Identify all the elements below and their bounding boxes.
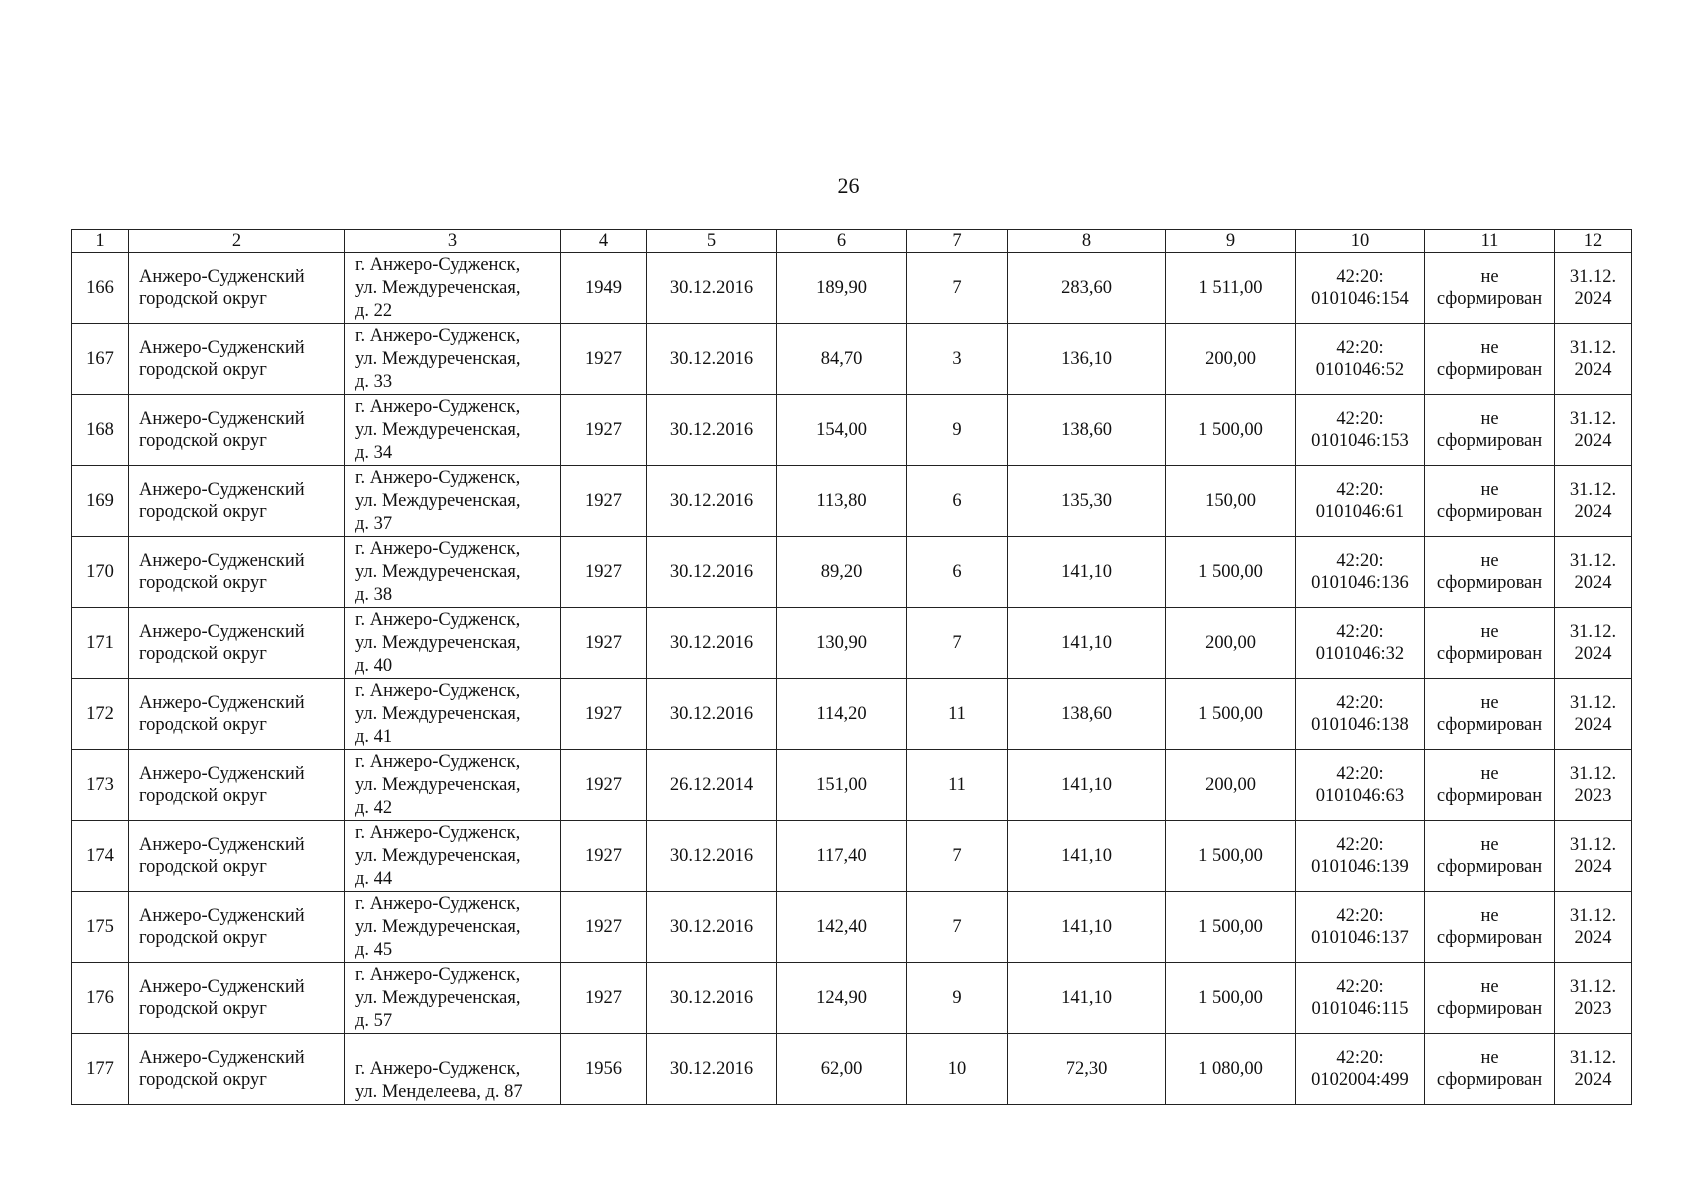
deadline-part: 2024 [1574,431,1612,451]
column-number-header: 1 [72,230,129,253]
deadline-cell [1555,466,1632,537]
column-number-header: 12 [1555,230,1632,253]
cadastral-part: 0101046:154 [1311,289,1409,309]
address-line: г. Анжеро-Судженск, [355,397,521,417]
status-part: не [1480,906,1499,926]
row-number-cell: 168 [72,395,129,466]
municipality-cell: Анжеро-Судженский городской округ [129,821,345,892]
column-7-cell: 11 [907,679,1008,750]
status-part: не [1480,480,1499,500]
deadline-cell [1555,324,1632,395]
address-line: д. 33 [355,372,393,392]
status-cell [1425,679,1555,750]
date-cell: 30.12.2016 [647,537,777,608]
row-number-cell: 171 [72,608,129,679]
municipality-cell: Анжеро-Судженский городской округ [129,253,345,324]
column-6-cell: 142,40 [777,892,907,963]
column-8-cell: 141,10 [1008,608,1166,679]
cadastral-number-cell [1296,821,1425,892]
cadastral-number-cell [1296,395,1425,466]
status-part: сформирован [1436,431,1543,451]
column-9-cell: 200,00 [1166,324,1296,395]
column-7-cell: 3 [907,324,1008,395]
column-8-cell: 141,10 [1008,892,1166,963]
deadline-part: 2023 [1574,786,1612,806]
municipality-cell: Анжеро-Судженский городской округ [129,750,345,821]
cadastral-number-cell [1296,1034,1425,1105]
table-row [72,679,1632,750]
table-row [72,1034,1632,1105]
deadline-part: 31.12. [1569,906,1617,926]
status-part: не [1480,1048,1499,1068]
address-line: д. 38 [355,585,393,605]
address-line: г. Анжеро-Судженск, [355,539,521,559]
row-number-cell: 167 [72,324,129,395]
status-cell [1425,395,1555,466]
column-number-header: 9 [1166,230,1296,253]
address-line: г. Анжеро-Судженск, [355,752,521,772]
address-line: г. Анжеро-Судженск, [355,1059,521,1079]
column-9-cell: 1 500,00 [1166,892,1296,963]
status-part: не [1480,977,1499,997]
cadastral-number-cell [1296,253,1425,324]
status-part: не [1480,551,1499,571]
address-cell [345,395,561,466]
status-part: сформирован [1436,999,1543,1019]
row-number-cell: 176 [72,963,129,1034]
status-part: сформирован [1436,502,1543,522]
address-line: ул. Междуреченская, [355,917,521,937]
address-line: д. 45 [355,940,393,960]
date-cell: 30.12.2016 [647,1034,777,1105]
column-number-row [72,230,1632,253]
column-9-cell: 1 500,00 [1166,821,1296,892]
address-line: ул. Междуреченская, [355,562,521,582]
address-line: г. Анжеро-Судженск, [355,326,521,346]
deadline-cell [1555,679,1632,750]
status-cell [1425,466,1555,537]
deadline-cell [1555,963,1632,1034]
cadastral-part: 42:20: [1336,551,1384,571]
row-number-cell: 173 [72,750,129,821]
column-number-header: 7 [907,230,1008,253]
year-cell: 1927 [561,466,647,537]
column-7-cell: 9 [907,963,1008,1034]
column-number-header: 3 [345,230,561,253]
deadline-part: 2024 [1574,289,1612,309]
municipality-cell: Анжеро-Судженский городской округ [129,679,345,750]
column-6-cell: 113,80 [777,466,907,537]
municipality-cell: Анжеро-Судженский городской округ [129,324,345,395]
year-cell: 1927 [561,821,647,892]
address-line: д. 22 [355,301,393,321]
address-line: ул. Междуреченская, [355,633,521,653]
deadline-cell [1555,253,1632,324]
cadastral-part: 42:20: [1336,622,1384,642]
address-line: ул. Междуреченская, [355,491,521,511]
address-cell [345,679,561,750]
cadastral-part: 0101046:153 [1311,431,1409,451]
address-line: д. 42 [355,798,393,818]
year-cell: 1927 [561,395,647,466]
status-part: не [1480,409,1499,429]
column-9-cell: 1 511,00 [1166,253,1296,324]
status-cell [1425,253,1555,324]
address-cell [345,466,561,537]
cadastral-part: 0102004:499 [1311,1070,1409,1090]
status-cell [1425,892,1555,963]
column-6-cell: 117,40 [777,821,907,892]
date-cell: 30.12.2016 [647,679,777,750]
status-part: сформирован [1436,715,1543,735]
column-6-cell: 114,20 [777,679,907,750]
status-part: не [1480,835,1499,855]
address-line: ул. Междуреченская, [355,420,521,440]
date-cell: 30.12.2016 [647,395,777,466]
address-cell [345,963,561,1034]
status-part: сформирован [1436,644,1543,664]
table-row [72,537,1632,608]
cadastral-part: 42:20: [1336,835,1384,855]
address-line: д. 34 [355,443,393,463]
year-cell: 1927 [561,679,647,750]
year-cell: 1927 [561,537,647,608]
cadastral-part: 42:20: [1336,1048,1384,1068]
address-line: г. Анжеро-Судженск, [355,823,521,843]
column-7-cell: 10 [907,1034,1008,1105]
column-9-cell: 1 500,00 [1166,395,1296,466]
table-row [72,324,1632,395]
column-6-cell: 62,00 [777,1034,907,1105]
column-7-cell: 6 [907,537,1008,608]
column-8-cell: 141,10 [1008,537,1166,608]
column-8-cell: 136,10 [1008,324,1166,395]
date-cell: 26.12.2014 [647,750,777,821]
status-part: не [1480,693,1499,713]
year-cell: 1927 [561,963,647,1034]
column-9-cell: 1 500,00 [1166,963,1296,1034]
address-line: д. 57 [355,1011,393,1031]
deadline-part: 31.12. [1569,551,1617,571]
cadastral-part: 42:20: [1336,906,1384,926]
column-8-cell: 141,10 [1008,963,1166,1034]
column-7-cell: 6 [907,466,1008,537]
status-cell [1425,1034,1555,1105]
column-9-cell: 1 500,00 [1166,679,1296,750]
date-cell: 30.12.2016 [647,892,777,963]
row-number-cell: 172 [72,679,129,750]
cadastral-part: 0101046:61 [1315,502,1405,522]
column-8-cell: 135,30 [1008,466,1166,537]
table-row [72,821,1632,892]
year-cell: 1927 [561,750,647,821]
column-6-cell: 130,90 [777,608,907,679]
status-part: не [1480,267,1499,287]
cadastral-number-cell [1296,679,1425,750]
cadastral-part: 0101046:137 [1311,928,1409,948]
cadastral-number-cell [1296,324,1425,395]
cadastral-part: 0101046:52 [1315,360,1405,380]
deadline-part: 31.12. [1569,835,1617,855]
cadastral-part: 0101046:136 [1311,573,1409,593]
column-number-header: 10 [1296,230,1425,253]
housing-registry-table [71,229,1632,1105]
deadline-part: 2024 [1574,644,1612,664]
column-9-cell: 150,00 [1166,466,1296,537]
cadastral-part: 0101046:139 [1311,857,1409,877]
table-row [72,608,1632,679]
cadastral-number-cell [1296,892,1425,963]
column-number-header: 8 [1008,230,1166,253]
status-part: сформирован [1436,360,1543,380]
status-cell [1425,537,1555,608]
address-cell [345,608,561,679]
column-6-cell: 124,90 [777,963,907,1034]
municipality-cell: Анжеро-Судженский городской округ [129,608,345,679]
deadline-part: 2024 [1574,857,1612,877]
deadline-part: 2024 [1574,1070,1612,1090]
address-line: д. 41 [355,727,393,747]
cadastral-number-cell [1296,537,1425,608]
status-cell [1425,963,1555,1034]
cadastral-number-cell [1296,963,1425,1034]
column-number-header: 11 [1425,230,1555,253]
deadline-part: 31.12. [1569,267,1617,287]
column-6-cell: 154,00 [777,395,907,466]
column-8-cell: 141,10 [1008,750,1166,821]
status-part: сформирован [1436,573,1543,593]
municipality-cell: Анжеро-Судженский городской округ [129,963,345,1034]
deadline-part: 31.12. [1569,338,1617,358]
column-7-cell: 7 [907,253,1008,324]
address-cell [345,537,561,608]
deadline-cell [1555,537,1632,608]
municipality-cell: Анжеро-Судженский городской округ [129,892,345,963]
column-9-cell: 200,00 [1166,750,1296,821]
date-cell: 30.12.2016 [647,466,777,537]
cadastral-part: 42:20: [1336,977,1384,997]
table-row [72,963,1632,1034]
address-line: ул. Междуреченская, [355,775,521,795]
status-cell [1425,750,1555,821]
address-cell [345,253,561,324]
deadline-cell [1555,750,1632,821]
deadline-cell [1555,821,1632,892]
year-cell: 1927 [561,324,647,395]
date-cell: 30.12.2016 [647,821,777,892]
column-8-cell: 283,60 [1008,253,1166,324]
cadastral-part: 42:20: [1336,480,1384,500]
deadline-cell [1555,892,1632,963]
row-number-cell: 174 [72,821,129,892]
address-line: ул. Междуреченская, [355,704,521,724]
column-9-cell: 1 500,00 [1166,537,1296,608]
address-cell [345,324,561,395]
address-cell [345,1034,561,1105]
cadastral-number-cell [1296,750,1425,821]
address-line: г. Анжеро-Судженск, [355,610,521,630]
column-7-cell: 11 [907,750,1008,821]
date-cell: 30.12.2016 [647,253,777,324]
cadastral-part: 42:20: [1336,764,1384,784]
address-line: д. 37 [355,514,393,534]
column-7-cell: 7 [907,608,1008,679]
year-cell: 1949 [561,253,647,324]
table-row [72,253,1632,324]
date-cell: 30.12.2016 [647,324,777,395]
cadastral-part: 0101046:63 [1315,786,1405,806]
table-row [72,395,1632,466]
address-line: ул. Междуреченская, [355,846,521,866]
page-number: 26 [837,173,860,198]
column-number-header: 4 [561,230,647,253]
status-cell [1425,821,1555,892]
table-row [72,466,1632,537]
cadastral-part: 0101046:115 [1311,999,1409,1019]
deadline-part: 31.12. [1569,480,1617,500]
cadastral-number-cell [1296,608,1425,679]
column-9-cell: 1 080,00 [1166,1034,1296,1105]
status-cell [1425,324,1555,395]
column-8-cell: 138,60 [1008,679,1166,750]
year-cell: 1927 [561,892,647,963]
column-6-cell: 151,00 [777,750,907,821]
deadline-part: 31.12. [1569,977,1617,997]
column-8-cell: 138,60 [1008,395,1166,466]
date-cell: 30.12.2016 [647,963,777,1034]
row-number-cell: 169 [72,466,129,537]
status-part: сформирован [1436,857,1543,877]
column-6-cell: 189,90 [777,253,907,324]
deadline-part: 2023 [1574,999,1612,1019]
column-8-cell: 141,10 [1008,821,1166,892]
municipality-cell: Анжеро-Судженский городской округ [129,537,345,608]
deadline-part: 2024 [1574,573,1612,593]
address-line: ул. Междуреченская, [355,988,521,1008]
municipality-cell: Анжеро-Судженский городской округ [129,1034,345,1105]
municipality-cell: Анжеро-Судженский городской округ [129,466,345,537]
column-number-header: 5 [647,230,777,253]
date-cell: 30.12.2016 [647,608,777,679]
column-number-header: 2 [129,230,345,253]
deadline-part: 31.12. [1569,622,1617,642]
deadline-part: 31.12. [1569,764,1617,784]
row-number-cell: 166 [72,253,129,324]
address-line: г. Анжеро-Судженск, [355,681,521,701]
cadastral-number-cell [1296,466,1425,537]
address-cell [345,821,561,892]
status-part: не [1480,338,1499,358]
status-part: не [1480,622,1499,642]
deadline-part: 31.12. [1569,693,1617,713]
column-6-cell: 84,70 [777,324,907,395]
cadastral-part: 42:20: [1336,338,1384,358]
column-7-cell: 9 [907,395,1008,466]
cadastral-part: 42:20: [1336,409,1384,429]
municipality-cell: Анжеро-Судженский городской округ [129,395,345,466]
deadline-cell [1555,395,1632,466]
deadline-part: 2024 [1574,715,1612,735]
status-part: не [1480,764,1499,784]
deadline-part: 31.12. [1569,1048,1617,1068]
address-cell [345,892,561,963]
deadline-part: 2024 [1574,928,1612,948]
address-line: г. Анжеро-Судженск, [355,965,521,985]
status-cell [1425,608,1555,679]
cadastral-part: 0101046:138 [1311,715,1409,735]
row-number-cell: 175 [72,892,129,963]
deadline-cell [1555,1034,1632,1105]
address-line: ул. Междуреченская, [355,278,521,298]
column-8-cell: 72,30 [1008,1034,1166,1105]
deadline-part: 31.12. [1569,409,1617,429]
row-number-cell: 177 [72,1034,129,1105]
table-row [72,750,1632,821]
address-line: г. Анжеро-Судженск, [355,468,521,488]
address-line: д. 44 [355,869,393,889]
address-line: ул. Менделеева, д. 87 [355,1082,523,1102]
status-part: сформирован [1436,1070,1543,1090]
status-part: сформирован [1436,289,1543,309]
table-body [72,253,1632,1105]
address-line: г. Анжеро-Судженск, [355,894,521,914]
table-row [72,892,1632,963]
deadline-cell [1555,608,1632,679]
column-number-header: 6 [777,230,907,253]
address-line: г. Анжеро-Судженск, [355,255,521,275]
deadline-part: 2024 [1574,360,1612,380]
column-7-cell: 7 [907,821,1008,892]
deadline-part: 2024 [1574,502,1612,522]
cadastral-part: 0101046:32 [1315,644,1405,664]
year-cell: 1927 [561,608,647,679]
column-6-cell: 89,20 [777,537,907,608]
cadastral-part: 42:20: [1336,267,1384,287]
status-part: сформирован [1436,928,1543,948]
address-line: д. 40 [355,656,393,676]
cadastral-part: 42:20: [1336,693,1384,713]
year-cell: 1956 [561,1034,647,1105]
column-7-cell: 7 [907,892,1008,963]
column-9-cell: 200,00 [1166,608,1296,679]
address-line: ул. Междуреченская, [355,349,521,369]
status-part: сформирован [1436,786,1543,806]
address-cell [345,750,561,821]
row-number-cell: 170 [72,537,129,608]
